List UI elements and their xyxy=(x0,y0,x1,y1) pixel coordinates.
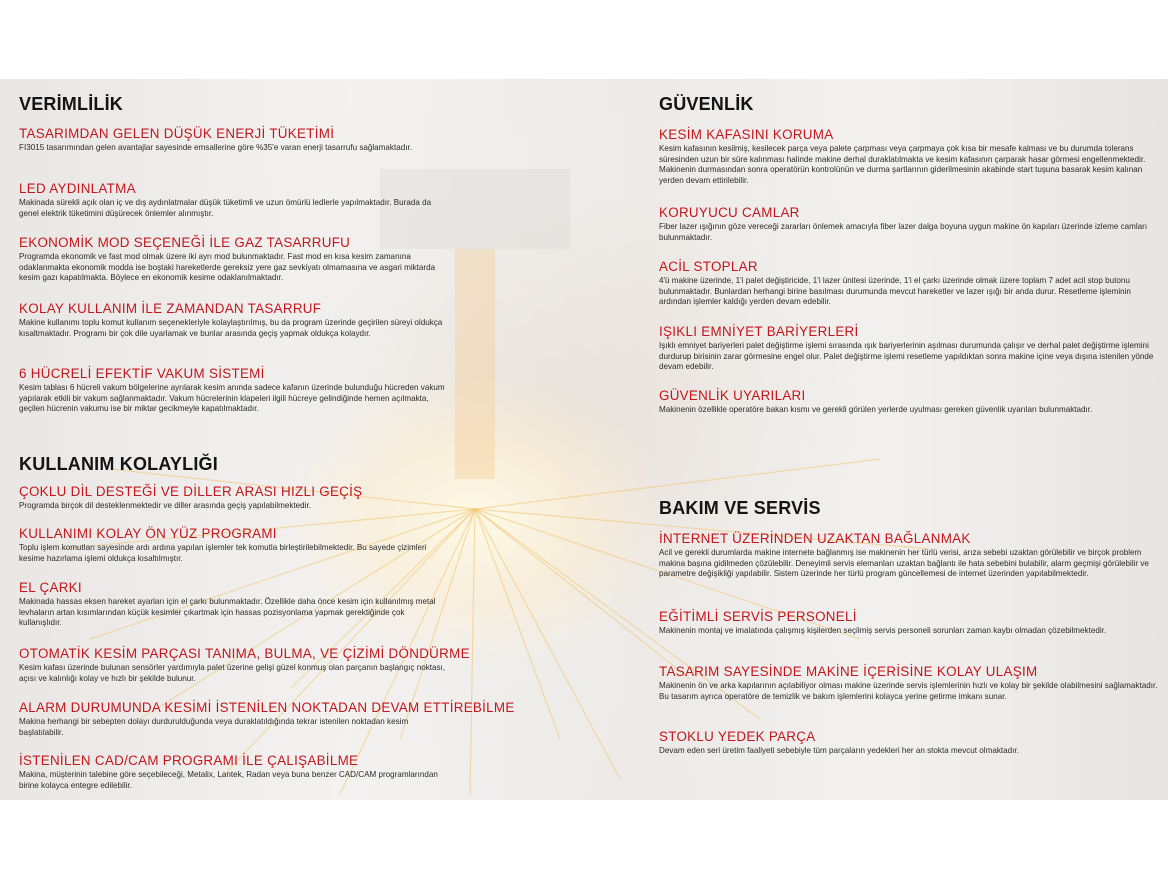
feature-description: Işıklı emniyet bariyerleri palet değiştirme işlemi sırasında ışık bariyerlerinin aşılması durumunda çalışır ve derhal palet değiştirme işlemini durdurup birisinin zarar görmesine engel olur. Palet değiştirme işlemi resetleme yapıldıktan sonra makine içine veya dışına istenilen yönde devam edebilir. xyxy=(659,341,1154,372)
feature-description: Makinada hassas eksen hareket ayarları için el çarkı bulunmaktadır. Özellikle daha önce kesim için kullanılmış metal levhaların artan kısımlarından küçük kesimler çıkartmak için hassas pozisyonlama yapmak gerektiğinde çok kullanışlıdır. xyxy=(19,597,436,628)
feature-title: İNTERNET ÜZERİNDEN UZAKTAN BAĞLANMAK xyxy=(659,531,971,546)
feature-description: Programda ekonomik ve fast mod olmak üzere iki ayrı mod bulunmaktadır. Fast mod en kısa kesim zamanına odaklanmakta ekonomik modda ise boştaki hareketlerde gereksiz yere gaz sevkiyatı olmamasına ve asgari miktarda kesim gazı kapatılmakta. Böylece en ekonomik kesime odaklanılmaktadır. xyxy=(19,252,436,283)
feature-title: KESİM KAFASINI KORUMA xyxy=(659,127,834,142)
feature-description: FI3015 tasarımından gelen avantajlar sayesinde emsallerine göre %35'e varan enerji tasarrufu sağlamaktadır. xyxy=(19,143,412,152)
feature-title: TASARIM SAYESİNDE MAKİNE İÇERİSİNE KOLAY ULAŞIM xyxy=(659,664,1038,679)
feature-title: TASARIMDAN GELEN DÜŞÜK ENERJİ TÜKETİMİ xyxy=(19,126,335,141)
feature-title: İSTENİLEN CAD/CAM PROGRAMI İLE ÇALIŞABİLME xyxy=(19,753,359,768)
feature-title: LED AYDINLATMA xyxy=(19,181,136,196)
feature-description: Fiber lazer ışığının göze vereceği zararları önlemek amacıyla fiber lazer dalga boyuna uygun makine ön kapıları üzerinde izleme camları bulunmaktadır. xyxy=(659,222,1148,242)
feature-title: OTOMATİK KESİM PARÇASI TANIMA, BULMA, VE ÇİZİMİ DÖNDÜRME xyxy=(19,646,470,661)
feature-title: ALARM DURUMUNDA KESİMİ İSTENİLEN NOKTADAN DEVAM ETTİREBİLME xyxy=(19,700,515,715)
feature-description: Kesim kafasının kesilmiş, kesilecek parça veya palete çarpması veya çarpmaya çok kısa bir mesafe kalması ve bu durumda tolerans süresinden uzun bir süre kalınması halinde makine derhal duraklatılmakta ve kesim kafasının çarparak hasar görmesi engellenmektedir. Makinenin durmasından sonra operatörün kontrolünün ve durma şartlarının giderilmesinin akabinde start tuşuna basarak kesim kalınan yerden devam ettirilebilir. xyxy=(659,144,1146,185)
feature-description: Makinada sürekli açık olan iç ve dış aydınlatmalar düşük tüketimli ve uzun ömürlü ledlerle yapılmaktadır. Burada da genel elektrik tüketimini düşürecek önlemler alınmıştır. xyxy=(19,198,432,218)
feature-title: EĞİTİMLİ SERVİS PERSONELİ xyxy=(659,609,857,624)
feature-title: EKONOMİK MOD SEÇENEĞİ İLE GAZ TASARRUFU xyxy=(19,235,351,250)
feature-item xyxy=(659,259,1164,308)
brochure-spread xyxy=(0,79,1168,800)
feature-description: Makina, müşterinin talebine göre seçebileceği, Metalix, Lantek, Radan veya buna benzer CAD/CAM programlarından birine kolayca entegre edilebilir. xyxy=(19,770,438,790)
feature-item xyxy=(659,127,1164,186)
feature-description: Devam eden seri üretim faaliyeti sebebiyle tüm parçaların yedekleri her an stokta mevcut olmaktadır. xyxy=(659,746,1019,755)
feature-title: KOLAY KULLANIM İLE ZAMANDAN TASARRUF xyxy=(19,301,322,316)
feature-item xyxy=(659,205,1164,243)
section-heading-bakim-ve-servis: BAKIM VE SERVİS xyxy=(659,498,821,518)
feature-item xyxy=(19,700,515,738)
section-heading-guvenlik: GÜVENLİK xyxy=(659,94,754,114)
feature-item xyxy=(659,664,1164,702)
feature-item xyxy=(19,646,470,684)
feature-item xyxy=(659,388,1164,416)
section-heading-kullanim-kolayligi: KULLANIM KOLAYLIĞI xyxy=(19,454,218,474)
feature-description: Programda birçok dil desteklenmektedir ve diller arasında geçiş yapılabilmektedir. xyxy=(19,501,311,510)
feature-description: Kesim tablası 6 hücreli vakum bölgelerine ayrılarak kesim anında sadece kafanın üzerinde bulunduğu hücreden vakum yapılarak etkili bir vakum sağlanmaktadır. Vakum hücrelerinin klapeleri ilgili hücreye gelindiğinde hemen açılmakta, geçilen hücrenin vakumu ise bir miktar gecikmeyle kapatılmaktadır. xyxy=(19,383,445,414)
feature-title: EL ÇARKI xyxy=(19,580,82,595)
feature-title: IŞIKLI EMNİYET BARİYERLERİ xyxy=(659,324,859,339)
feature-title: GÜVENLİK UYARILARI xyxy=(659,388,806,403)
feature-item xyxy=(19,526,449,564)
feature-title: KULLANIMI KOLAY ÖN YÜZ PROGRAMI xyxy=(19,526,277,541)
feature-description: Makinenin özellikle operatöre bakan kısmı ve gerekli görülen yerlerde uyulması gereken güvenlik uyarıları bulunmaktadır. xyxy=(659,405,1093,414)
feature-title: 6 HÜCRELİ EFEKTİF VAKUM SİSTEMİ xyxy=(19,366,265,381)
section-heading-verimlilik: VERİMLİLİK xyxy=(19,94,123,114)
feature-title: STOKLU YEDEK PARÇA xyxy=(659,729,816,744)
feature-item xyxy=(19,181,449,219)
feature-item xyxy=(659,531,1164,580)
feature-item xyxy=(19,484,449,512)
feature-description: Toplu işlem komutları sayesinde ardı ardına yapılan işlemler tek komutla birleştirilebilmektedir. Bu sayede çizimleri kesime hazırlama işlemi oldukça kısaltılmıştır. xyxy=(19,543,427,563)
feature-description: Kesim kafası üzerinde bulunan sensörler yardımıyla palet üzerine gelişi güzel konmuş olan parçanın başlangıç noktası, açısı ve kalınlığı kolay ve hızlı bir şekilde bulunur. xyxy=(19,663,446,683)
feature-description: Makine kullanımı toplu komut kullanım seçenekleriyle kolaylaştırılmış, bu da program üzerinde geçirilen süreyi oldukça kısaltmaktadır. Programı bir çok dile uyarlamak ve bunlar arasında geçiş yapmak oldukça kolaydır. xyxy=(19,318,443,338)
feature-description: 4'ü makine üzerinde, 1'i palet değiştiricide, 1'i lazer ünitesi üzerinde, 1'i el çarkı üzerinde olmak üzere toplam 7 adet acil stop butonu bulunmaktadır. Bunlardan herhangi birine basılması durumunda mevcut hareketler ve lazer ışığı bir anda durur. Resetleme işleminin ardından işlemler kaldığı yerden devam edebilir. xyxy=(659,276,1131,307)
feature-title: KORUYUCU CAMLAR xyxy=(659,205,800,220)
feature-item xyxy=(19,753,449,791)
feature-item xyxy=(19,126,449,154)
feature-description: Makinenin ön ve arka kapılarının açılabiliyor olması makine üzerinde servis işlemlerinin hızlı ve kolay bir şekilde olabilmesini sağlamaktadır. Bu tasarım ayrıca operatöre de temizlik ve bakım işlemlerini kolayca yerine getirme imkanı sunar. xyxy=(659,681,1158,701)
feature-item xyxy=(659,729,1164,757)
feature-description: Makinenin montaj ve imalatında çalışmış kişilerden seçilmiş servis personeli sorunları zaman kaybı olmadan çözebilmektedir. xyxy=(659,626,1107,635)
feature-description: Makina herhangi bir sebepten dolayı durdurulduğunda veya duraklatıldığında tekrar istenilen noktadan kesim başlatılabilir. xyxy=(19,717,409,737)
feature-item xyxy=(19,301,449,339)
feature-item xyxy=(659,609,1164,637)
feature-description: Acil ve gerekli durumlarda makine internete bağlanmış ise makinenin her türlü verisi, arıza sebebi uzaktan görülebilir ve birçok problem makina başına gidilmeden çözülebilir. Deneyimli servis elemanları uzaktan bağlantı ile hata sebebini bulabilir, alarm geçmişi görülebilir ve parametre değişikliği yapılabilir. Sistem üzerinde her türlü program güncellemesi de internet üzerinden yapılabilmektedir. xyxy=(659,548,1149,579)
feature-item xyxy=(19,235,449,284)
feature-title: ACİL STOPLAR xyxy=(659,259,758,274)
feature-item xyxy=(19,580,449,629)
feature-title: ÇOKLU DİL DESTEĞİ VE DİLLER ARASI HIZLI GEÇİŞ xyxy=(19,484,363,499)
feature-item xyxy=(19,366,449,415)
feature-item xyxy=(659,324,1164,373)
